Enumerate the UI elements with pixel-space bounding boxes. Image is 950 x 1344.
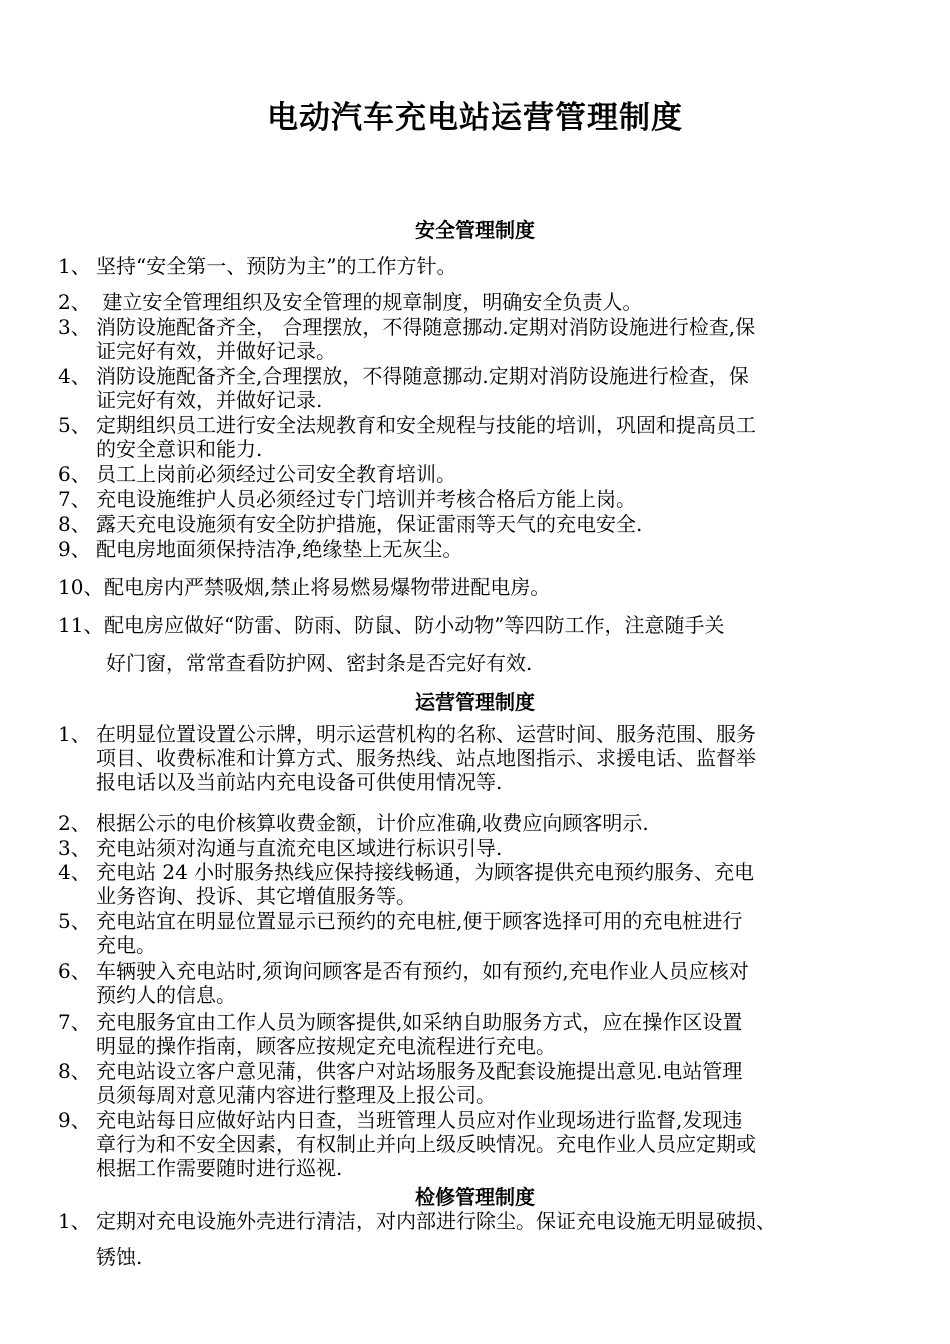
item-number: 7、 [58, 1010, 91, 1034]
list-item [58, 909, 896, 957]
item-number: 6、 [58, 959, 91, 983]
list-item [58, 413, 896, 461]
item-text-continued: 明显的操作指南，顾客应按规定充电流程进行充电。 [96, 1034, 556, 1058]
section-heading-operations: 运营管理制度 [415, 690, 535, 714]
item-text-continued: 证完好有效，并做好记录。 [96, 339, 336, 363]
list-item [58, 1010, 896, 1058]
list-item [58, 290, 896, 314]
list-item [58, 575, 896, 599]
item-number: 4、 [58, 860, 91, 884]
list-item [58, 1108, 896, 1180]
item-text: 充电站宜在明显位置显示已预约的充电桩,便于顾客选择可用的充电桩进行 [96, 909, 743, 933]
document-title: 电动汽车充电站运营管理制度 [267, 100, 683, 136]
item-text-continued: 报电话以及当前站内充电设备可供使用情况等. [96, 770, 503, 794]
item-text: 员工上岗前必须经过公司安全教育培训。 [96, 462, 456, 486]
item-text: 坚持“安全第一、预防为主”的工作方针。 [96, 254, 457, 278]
item-number: 8、 [58, 1059, 91, 1083]
item-text: 配电房应做好“防雷、防雨、防鼠、防小动物”等四防工作，注意随手关 [104, 613, 725, 637]
item-number: 2、 [58, 290, 91, 314]
item-text: 根据公示的电价核算收费金额，计价应准确,收费应向顾客明示. [96, 811, 649, 835]
item-number: 9、 [58, 537, 91, 561]
item-number: 1、 [58, 254, 91, 278]
list-item [58, 836, 896, 860]
item-text: 配电房内严禁吸烟,禁止将易燃易爆物带进配电房。 [104, 575, 551, 599]
list-item [58, 1059, 896, 1107]
list-item [58, 722, 896, 794]
section-heading-maintenance: 检修管理制度 [415, 1185, 535, 1209]
list-item [58, 613, 896, 675]
item-number: 11、 [58, 613, 104, 637]
item-text-continued: 充电。 [96, 933, 156, 957]
item-text: 充电服务宜由工作人员为顾客提供,如采纳自助服务方式，应在操作区设置 [96, 1010, 743, 1034]
item-text: 消防设施配备齐全,合理摆放，不得随意挪动.定期对消防设施进行检查，保 [96, 364, 749, 388]
item-text: 在明显位置设置公示牌，明示运营机构的名称、运营时间、服务范围、服务 [96, 722, 756, 746]
item-text: 建立安全管理组织及安全管理的规章制度，明确安全负责人。 [96, 290, 643, 314]
item-number: 9、 [58, 1108, 91, 1132]
item-number: 7、 [58, 487, 91, 511]
item-number: 1、 [58, 1209, 91, 1233]
item-text: 充电站每日应做好站内日查，当班管理人员应对作业现场进行监督,发现违 [96, 1108, 743, 1132]
item-text: 定期对充电设施外壳进行清洁，对内部进行除尘。保证充电设施无明显破损、 [96, 1209, 776, 1233]
item-text-continued: 的安全意识和能力. [96, 437, 263, 461]
item-text-continued: 根据工作需要随时进行巡视. [96, 1156, 343, 1180]
item-text: 消防设施配备齐全， 合理摆放，不得随意挪动.定期对消防设施进行检查,保 [96, 315, 756, 339]
item-number: 10、 [58, 575, 104, 599]
list-item [58, 462, 896, 486]
list-item [58, 254, 896, 278]
item-text-continued: 证完好有效，并做好记录. [96, 388, 323, 412]
item-number: 3、 [58, 836, 91, 860]
list-item [58, 315, 896, 363]
item-text: 露天充电设施须有安全防护措施，保证雷雨等天气的充电安全. [96, 512, 643, 536]
item-text-continued: 预约人的信息。 [96, 983, 236, 1007]
list-item [58, 811, 896, 835]
list-item [58, 537, 896, 561]
item-number: 5、 [58, 909, 91, 933]
item-text-continued: 好门窗，常常查看防护网、密封条是否完好有效. [106, 651, 533, 675]
item-text: 定期组织员工进行安全法规教育和安全规程与技能的培训，巩固和提高员工 [96, 413, 756, 437]
item-number: 3、 [58, 315, 91, 339]
item-text: 充电站 24 小时服务热线应保持接线畅通，为顾客提供充电预约服务、充电 [96, 860, 755, 884]
item-text-continued: 章行为和不安全因素，有权制止并向上级反映情况。充电作业人员应定期或 [96, 1132, 756, 1156]
item-text-continued: 业务咨询、投诉、其它增值服务等。 [96, 884, 416, 908]
item-text: 配电房地面须保持洁净,绝缘垫上无灰尘。 [96, 537, 463, 561]
item-text-continued: 锈蚀. [96, 1245, 143, 1269]
item-number: 1、 [58, 722, 91, 746]
list-item [58, 959, 896, 1007]
item-number: 6、 [58, 462, 91, 486]
item-number: 8、 [58, 512, 91, 536]
list-item [58, 860, 896, 908]
list-item [58, 364, 896, 412]
item-text-continued: 项目、收费标准和计算方式、服务热线、站点地图指示、求援电话、监督举 [96, 746, 756, 770]
list-item [58, 512, 896, 536]
item-text: 车辆驶入充电站时,须询问顾客是否有预约，如有预约,充电作业人员应核对 [96, 959, 749, 983]
item-number: 2、 [58, 811, 91, 835]
item-number: 5、 [58, 413, 91, 437]
item-number: 4、 [58, 364, 91, 388]
item-text: 充电站须对沟通与直流充电区域进行标识引导. [96, 836, 503, 860]
item-text: 充电站设立客户意见蒲，供客户对站场服务及配套设施提出意见.电站管理 [96, 1059, 743, 1083]
section-heading-safety: 安全管理制度 [415, 218, 535, 242]
list-item [58, 487, 896, 511]
item-text-continued: 员须每周对意见蒲内容进行整理及上报公司。 [96, 1083, 496, 1107]
list-item [58, 1209, 896, 1269]
item-text: 充电设施维护人员必须经过专门培训并考核合格后方能上岗。 [96, 487, 636, 511]
